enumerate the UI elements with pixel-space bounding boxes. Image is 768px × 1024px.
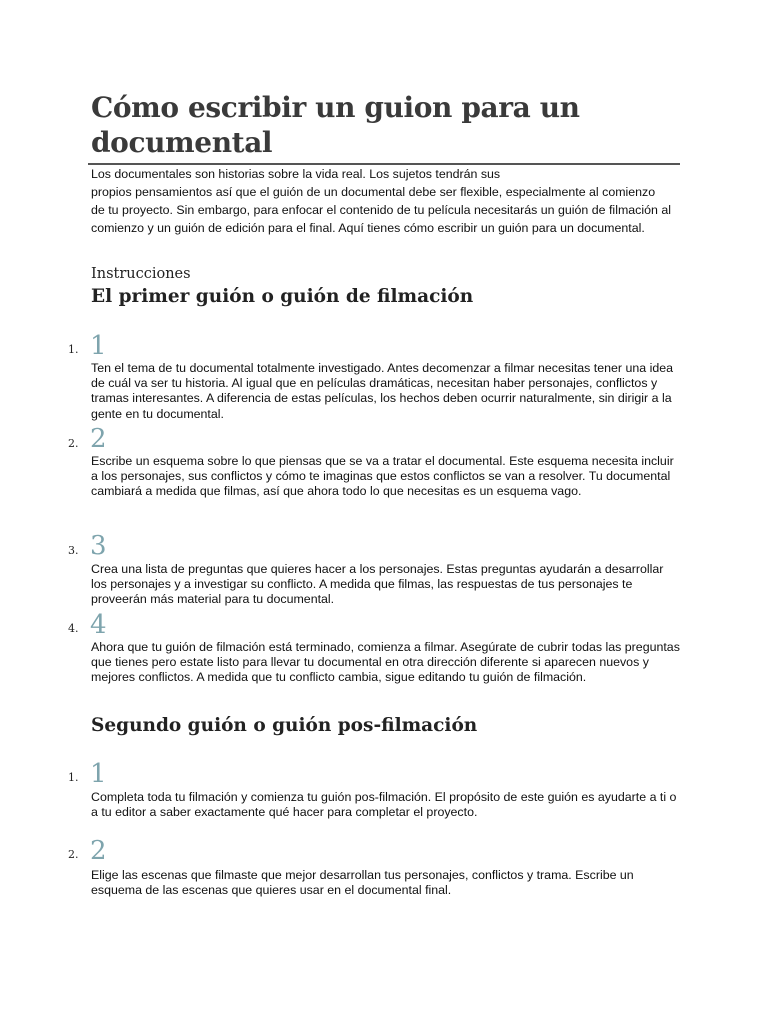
section-heading-post-filming: Segundo guión o guión pos-filmación — [91, 715, 478, 736]
step-text: Completa toda tu filmación y comienza tu guión pos-filmación. El propósito de este guión es ayudarte a ti o a tu editor a saber exactamente qué hacer para completar el proyecto. — [91, 790, 677, 820]
step-text: Ahora que tu guión de filmación está terminado, comienza a filmar. Asegúrate de cubrir todas las preguntas que tienes pero estate listo para llevar tu documental en otra dirección diferente si aparecen nuevos y mejores conflictos. A medida que tu conflicto cambia, sigue editando tu guión de filmación. — [91, 640, 680, 685]
step-text: Elige las escenas que filmaste que mejor desarrollan tus personajes, conflictos y trama. Escribe un esquema de las escenas que quieres usar en el documental final. — [91, 868, 634, 898]
intro-text-propios: propios — [91, 185, 136, 199]
step-text: Escribe un esquema sobre lo que piensas que se va a tratar el documental. Este esquema necesita incluir a los personajes, sus conflictos y cómo te imaginas que estos conflictos se van a resolver. Tu documental cambiará a medida que filmas, así que ahora todo lo que necesitas es un esquema vago. — [91, 454, 674, 499]
intro-paragraph — [91, 165, 671, 237]
step-text: Crea una lista de preguntas que quieres hacer a los personajes. Estas preguntas ayudarán a desarrollar los personajes y a investigar su conflicto. A medida que filmas, las respuestas de tus personajes te proveerán más material para tu documental. — [91, 562, 664, 607]
list-marker: 2. — [68, 437, 79, 450]
intro-text-line1: Los documentales son historias sobre la vida real. Los sujetos tendrán sus — [91, 167, 501, 181]
step-number: 1 — [90, 759, 107, 789]
step-number: 1 — [90, 331, 107, 361]
list-marker: 4. — [68, 622, 79, 635]
list-marker: 1. — [68, 771, 79, 784]
step-text: Ten el tema de tu documental totalmente investigado. Antes decomenzar a filmar necesitas tener una idea de cuál va ser tu historia. Al igual que en películas dramáticas, necesitan haber personajes, conflictos y tramas interesantes. A diferencia de estas películas, los hechos deben ocurrir naturalmente, sin dirigir a la gente en tu documental. — [91, 361, 674, 421]
step-number: 3 — [90, 531, 107, 561]
page-title: Cómo escribir un guion para un documental — [91, 91, 580, 159]
step-number: 2 — [90, 424, 107, 454]
step-number: 4 — [90, 610, 107, 640]
list-marker: 1. — [68, 343, 79, 356]
list-marker: 3. — [68, 544, 79, 557]
intro-emphasis-word: pensamientos — [135, 185, 213, 199]
step-number: 2 — [90, 836, 107, 866]
section-heading-filming: El primer guión o guión de filmación — [91, 286, 474, 307]
list-marker: 2. — [68, 848, 79, 861]
intro-text-rest: así que el guión de un documental debe ser flexible, especialmente al comienzo de tu proyecto. Sin embargo, para enfocar el contenido de tu película necesitarás un guión de filmación al comienzo y un guión de edición para el final. Aquí tienes cómo escribir un guión para un documental. — [91, 185, 671, 235]
instructions-label: Instrucciones — [91, 266, 191, 282]
